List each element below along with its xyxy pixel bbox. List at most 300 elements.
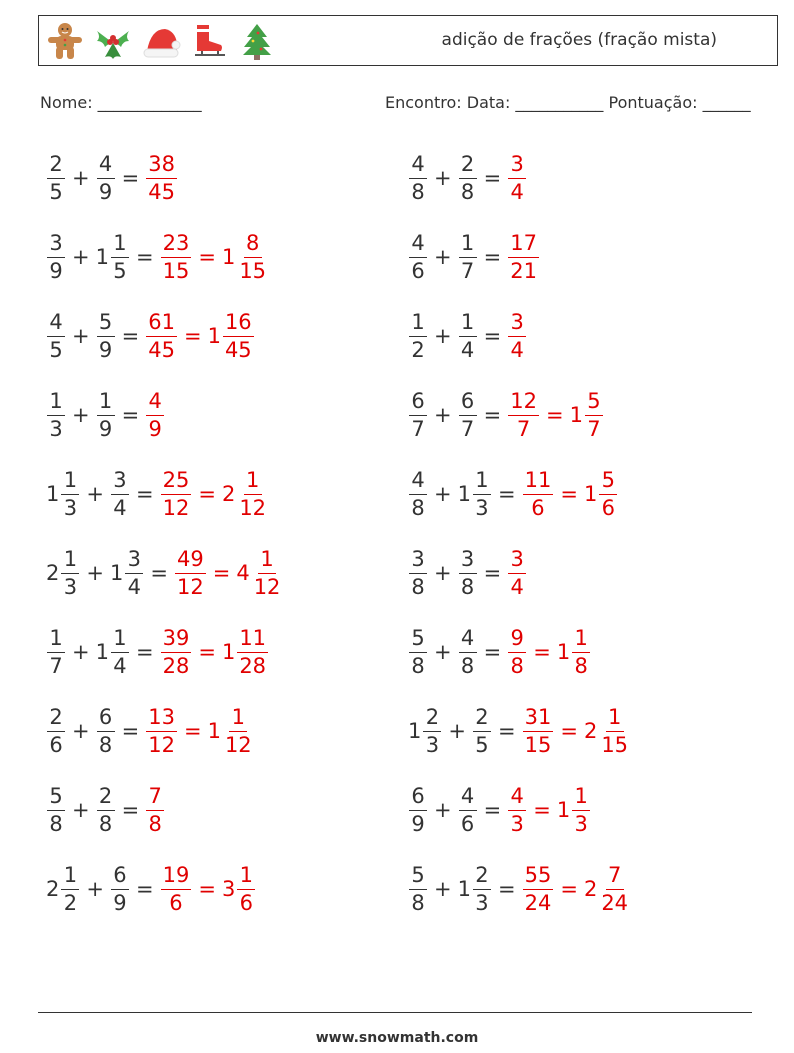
- problem-item: [46, 849, 256, 929]
- answer-improper: [160, 862, 193, 915]
- answer-improper-fraction: [146, 309, 177, 362]
- addend-b: [458, 783, 478, 836]
- answer-mixed-denominator: 12: [224, 732, 252, 757]
- addend-b-denominator: 3: [475, 495, 489, 520]
- problem-item: [46, 533, 283, 613]
- worksheet-header: [38, 15, 778, 66]
- answer-improper-fraction: [161, 230, 192, 283]
- addend-b-numerator: 3: [125, 549, 143, 574]
- answer-improper-denominator: 6: [531, 495, 545, 520]
- addend-b-denominator: 8: [98, 732, 113, 757]
- answer-improper-numerator: 38: [146, 154, 177, 179]
- addend-b-denominator: 5: [113, 258, 127, 283]
- answer-improper-fraction: [523, 862, 554, 915]
- answer-improper-denominator: 9: [148, 416, 162, 441]
- equals-sign: =: [483, 403, 502, 427]
- answer: [145, 704, 254, 757]
- answer-improper-numerator: 3: [508, 154, 526, 179]
- addend-a: [46, 783, 66, 836]
- answer: [522, 862, 631, 915]
- addend-a-denominator: 9: [49, 258, 63, 283]
- answer-improper-fraction: [508, 388, 539, 441]
- addend-a-numerator: 2: [423, 707, 441, 732]
- answer-equals-sign: =: [212, 561, 231, 585]
- addend-a-denominator: 5: [49, 337, 63, 362]
- problem-row: [0, 138, 794, 218]
- addend-a-fraction: [409, 625, 427, 678]
- addend-a-fraction: [409, 309, 427, 362]
- addend-a-denominator: 3: [63, 495, 78, 520]
- answer-improper-fraction: [508, 309, 526, 362]
- addend-b-denominator: 7: [460, 416, 475, 441]
- answer-mixed-numerator: 1: [229, 707, 247, 732]
- answer-improper-fraction: [146, 783, 164, 836]
- plus-sign: +: [72, 166, 90, 190]
- addend-a-fraction: [409, 783, 427, 836]
- addend-b-denominator: 8: [460, 574, 475, 599]
- answer-mixed-denominator: 8: [574, 653, 588, 678]
- plus-sign: +: [434, 324, 452, 348]
- answer-mixed-denominator: 7: [587, 416, 601, 441]
- addend-b-fraction: [111, 467, 129, 520]
- addend-b-fraction: [97, 388, 115, 441]
- addend-b-numerator: 2: [473, 865, 491, 890]
- equals-sign: =: [483, 166, 502, 190]
- plus-sign: +: [434, 166, 452, 190]
- answer-mixed-numerator: 1: [606, 707, 624, 732]
- addend-b-numerator: 1: [459, 233, 477, 258]
- addend-a-fraction: [409, 151, 427, 204]
- answer: [507, 625, 591, 678]
- problem-item: [46, 454, 269, 534]
- addend-b: [458, 151, 478, 204]
- answer-mixed-fraction: [237, 467, 268, 520]
- addend-b: [458, 546, 478, 599]
- addend-b-numerator: 6: [111, 865, 129, 890]
- problem-item: [46, 375, 165, 455]
- addend-a-numerator: 3: [47, 233, 65, 258]
- answer-mixed-whole: 1: [221, 640, 236, 664]
- answer-improper: [507, 625, 527, 678]
- addend-a-numerator: 1: [61, 470, 79, 495]
- answer-improper-fraction: [508, 783, 526, 836]
- equals-sign: =: [483, 324, 502, 348]
- addend-a-denominator: 9: [411, 811, 425, 836]
- answer: [507, 546, 527, 599]
- addend-b: [458, 625, 478, 678]
- problem-row: [0, 533, 794, 613]
- addend-b: [110, 467, 130, 520]
- problem-item: [408, 533, 527, 613]
- plus-sign: +: [434, 561, 452, 585]
- plus-sign: +: [72, 324, 90, 348]
- addend-b-numerator: 6: [97, 707, 115, 732]
- answer-improper-denominator: 4: [510, 179, 524, 204]
- footer-url: www.snowmath.com: [315, 1030, 479, 1046]
- answer-improper: [145, 388, 165, 441]
- answer-improper: [507, 309, 527, 362]
- answer-mixed: [556, 783, 591, 836]
- answer-improper-denominator: 24: [524, 890, 552, 915]
- plus-sign: +: [448, 719, 466, 743]
- addend-a-numerator: 5: [47, 786, 65, 811]
- addend-b: [458, 388, 478, 441]
- answer-mixed: [583, 704, 631, 757]
- addend-a: [408, 625, 428, 678]
- answer-improper-denominator: 8: [148, 811, 162, 836]
- plus-sign: +: [86, 877, 104, 901]
- plus-sign: +: [72, 245, 90, 269]
- problem-row: [0, 770, 794, 850]
- addend-b-denominator: 4: [113, 653, 127, 678]
- addend-a-fraction: [409, 546, 427, 599]
- footer-divider: [38, 1012, 752, 1013]
- equals-sign: =: [135, 482, 154, 506]
- answer-improper-fraction: [175, 546, 206, 599]
- answer-mixed: [569, 388, 604, 441]
- answer-improper-denominator: 3: [510, 811, 524, 836]
- addend-b: [109, 546, 144, 599]
- answer-improper-fraction: [161, 862, 192, 915]
- answer-mixed-whole: 1: [556, 798, 571, 822]
- answer-improper-denominator: 6: [169, 890, 183, 915]
- addend-a-numerator: 5: [409, 628, 427, 653]
- answer-improper-fraction: [508, 151, 526, 204]
- problem-item: [408, 849, 631, 929]
- header-icons: [45, 21, 277, 61]
- answer-improper: [160, 230, 193, 283]
- addend-a: [408, 388, 428, 441]
- problem-item: [408, 454, 618, 534]
- answer-equals-sign: =: [533, 640, 551, 664]
- answer-improper: [507, 230, 540, 283]
- answer-equals-sign: =: [198, 877, 216, 901]
- addend-a-denominator: 2: [63, 890, 78, 915]
- equals-sign: =: [121, 166, 140, 190]
- answer-equals-sign: =: [560, 719, 578, 743]
- equals-sign: =: [135, 640, 154, 664]
- equals-sign: =: [483, 798, 502, 822]
- answer-mixed: [583, 862, 631, 915]
- answer-improper-numerator: 9: [508, 628, 526, 653]
- answer-improper-numerator: 13: [146, 707, 177, 732]
- answer: [145, 783, 165, 836]
- answer-equals-sign: =: [183, 324, 202, 348]
- answer-improper-fraction: [508, 230, 539, 283]
- plus-sign: +: [72, 798, 90, 822]
- addend-b-fraction: [459, 151, 477, 204]
- answer-improper-numerator: 31: [523, 707, 554, 732]
- answer-equals-sign: =: [198, 245, 216, 269]
- answer-mixed-denominator: 12: [253, 574, 281, 599]
- answer-mixed-whole: 2: [221, 482, 236, 506]
- answer-equals-sign: =: [545, 403, 564, 427]
- plus-sign: +: [72, 640, 90, 664]
- addend-b-denominator: 9: [113, 890, 127, 915]
- answer-mixed-numerator: 5: [599, 470, 617, 495]
- addend-b-numerator: 1: [111, 628, 129, 653]
- answer-improper-fraction: [508, 625, 526, 678]
- answer-equals-sign: =: [183, 719, 202, 743]
- plus-sign: +: [434, 877, 452, 901]
- problem-row: [0, 375, 794, 455]
- addend-b-denominator: 9: [98, 416, 113, 441]
- problem-item: [408, 217, 540, 297]
- answer-equals-sign: =: [198, 482, 216, 506]
- answer-mixed: [221, 625, 269, 678]
- addend-b-fraction: [459, 783, 477, 836]
- ice-skate-icon: [189, 21, 229, 61]
- answer-mixed: [556, 625, 591, 678]
- answer-improper-denominator: 4: [510, 337, 524, 362]
- addend-b-fraction: [97, 309, 115, 362]
- answer: [507, 230, 540, 283]
- addend-b: [95, 230, 130, 283]
- addend-a-numerator: 6: [409, 391, 427, 416]
- problem-item: [46, 217, 269, 297]
- answer-improper-numerator: 19: [161, 865, 192, 890]
- plus-sign: +: [434, 640, 452, 664]
- addend-a: [46, 309, 66, 362]
- problem-row: [0, 849, 794, 929]
- date-score-label: Encontro: Data: ___________ Pontuação: ______: [385, 93, 751, 112]
- answer-improper-denominator: 8: [510, 653, 524, 678]
- addend-b-whole: 1: [95, 640, 109, 664]
- addend-a: [46, 388, 66, 441]
- answer: [507, 388, 604, 441]
- answer-improper-numerator: 11: [523, 470, 554, 495]
- addend-b-fraction: [97, 783, 115, 836]
- addend-a-numerator: 1: [47, 391, 65, 416]
- addend-a-denominator: 6: [49, 732, 63, 757]
- addend-b-fraction: [111, 862, 129, 915]
- addend-a-whole: 2: [46, 561, 60, 585]
- addend-a-numerator: 1: [61, 549, 79, 574]
- addend-a-fraction: [61, 467, 79, 520]
- answer-improper-denominator: 15: [162, 258, 190, 283]
- addend-b-fraction: [125, 546, 143, 599]
- answer-mixed-fraction: [252, 546, 283, 599]
- addend-b: [458, 230, 478, 283]
- answer-improper: [507, 783, 527, 836]
- addend-b-denominator: 7: [460, 258, 475, 283]
- answer-equals-sign: =: [560, 877, 578, 901]
- addend-b-whole: 1: [95, 245, 109, 269]
- problem-row: [0, 691, 794, 771]
- addend-b-fraction: [459, 546, 477, 599]
- addend-b-numerator: 4: [97, 154, 115, 179]
- answer-mixed-denominator: 6: [239, 890, 253, 915]
- answer-improper-denominator: 12: [176, 574, 204, 599]
- answer: [507, 783, 591, 836]
- answer-improper-fraction: [523, 467, 554, 520]
- plus-sign: +: [72, 403, 90, 427]
- equals-sign: =: [150, 561, 168, 585]
- addend-b-fraction: [111, 230, 129, 283]
- answer-mixed-whole: 1: [583, 482, 598, 506]
- addend-b-denominator: 8: [460, 179, 475, 204]
- answer-mixed-fraction: [599, 862, 630, 915]
- addend-a: [408, 467, 428, 520]
- equals-sign: =: [121, 798, 140, 822]
- equals-sign: =: [497, 719, 516, 743]
- addend-b-denominator: 9: [98, 337, 113, 362]
- addend-a-fraction: [47, 783, 65, 836]
- answer-mixed-denominator: 6: [601, 495, 615, 520]
- problem-item: [46, 296, 255, 376]
- answer-improper: [522, 862, 555, 915]
- addend-a-denominator: 7: [49, 653, 63, 678]
- answer: [160, 625, 269, 678]
- addend-a-denominator: 3: [49, 416, 63, 441]
- answer-mixed: [221, 230, 269, 283]
- santa-hat-icon: [141, 21, 181, 61]
- addend-b-numerator: 1: [97, 391, 115, 416]
- addend-b-numerator: 6: [459, 391, 477, 416]
- answer-improper: [160, 467, 193, 520]
- answer-mixed-whole: 1: [556, 640, 571, 664]
- problem-item: [408, 770, 591, 850]
- addend-a: [46, 625, 66, 678]
- answer-improper: [507, 388, 540, 441]
- addend-a: [46, 151, 66, 204]
- addend-a-whole: 1: [408, 719, 422, 743]
- answer-mixed-whole: 2: [583, 877, 598, 901]
- answer-mixed-fraction: [572, 783, 590, 836]
- answer-improper-denominator: 7: [516, 416, 531, 441]
- problem-item: [408, 296, 527, 376]
- addend-b-fraction: [97, 704, 115, 757]
- answer-mixed-denominator: 3: [574, 811, 588, 836]
- answer-equals-sign: =: [560, 482, 578, 506]
- addend-a-fraction: [61, 546, 79, 599]
- addend-a-fraction: [409, 467, 427, 520]
- addend-b-fraction: [473, 704, 491, 757]
- answer-mixed: [221, 467, 269, 520]
- answer-mixed-denominator: 12: [239, 495, 267, 520]
- answer-equals-sign: =: [533, 798, 551, 822]
- addend-a-fraction: [409, 230, 427, 283]
- addend-a-fraction: [47, 625, 65, 678]
- answer-improper: [145, 783, 165, 836]
- equals-sign: =: [483, 561, 502, 585]
- answer-improper: [507, 546, 527, 599]
- addend-a-fraction: [409, 862, 427, 915]
- problem-item: [46, 612, 269, 692]
- addend-a-numerator: 4: [409, 233, 427, 258]
- addend-a-fraction: [47, 388, 65, 441]
- addend-b-fraction: [473, 467, 491, 520]
- answer-mixed-numerator: 5: [585, 391, 603, 416]
- answer-improper-numerator: 25: [161, 470, 192, 495]
- answer-improper-fraction: [523, 704, 554, 757]
- problem-item: [408, 691, 631, 771]
- addend-b-denominator: 4: [460, 337, 475, 362]
- answer-improper-denominator: 45: [148, 337, 175, 362]
- answer-improper: [145, 704, 178, 757]
- answer-mixed-fraction: [572, 625, 590, 678]
- answer-mixed-denominator: 45: [224, 337, 252, 362]
- addend-a-fraction: [61, 862, 79, 915]
- answer-mixed-denominator: 24: [601, 890, 629, 915]
- addend-b-denominator: 4: [113, 495, 127, 520]
- addend-b: [457, 862, 492, 915]
- name-field-label: Nome: _____________: [40, 93, 202, 112]
- equals-sign: =: [121, 324, 140, 348]
- answer-improper-numerator: 12: [508, 391, 539, 416]
- addend-b-fraction: [459, 388, 477, 441]
- answer-equals-sign: =: [198, 640, 216, 664]
- problem-row: [0, 217, 794, 297]
- addend-a: [46, 862, 80, 915]
- addend-a-numerator: 6: [409, 786, 427, 811]
- problem-item: [46, 770, 165, 850]
- addend-b-fraction: [459, 625, 477, 678]
- addend-a-denominator: 8: [411, 574, 425, 599]
- addend-a-denominator: 6: [411, 258, 425, 283]
- addend-b-numerator: 1: [111, 233, 129, 258]
- addend-b-denominator: 5: [475, 732, 489, 757]
- problem-item: [408, 138, 527, 218]
- equals-sign: =: [135, 877, 154, 901]
- addend-a-whole: 1: [46, 482, 60, 506]
- problem-item: [46, 138, 178, 218]
- addend-a-denominator: 3: [63, 574, 78, 599]
- addend-a-numerator: 1: [61, 865, 79, 890]
- addend-b-numerator: 3: [111, 470, 129, 495]
- answer: [174, 546, 283, 599]
- addend-a-numerator: 4: [47, 312, 65, 337]
- addend-a-numerator: 2: [47, 707, 65, 732]
- answer-improper-fraction: [146, 151, 177, 204]
- answer-improper-denominator: 45: [148, 179, 175, 204]
- answer: [145, 151, 178, 204]
- equals-sign: =: [483, 640, 502, 664]
- answer-mixed-denominator: 28: [239, 653, 267, 678]
- answer-improper-denominator: 12: [148, 732, 175, 757]
- addend-b: [96, 309, 116, 362]
- addend-a-fraction: [47, 151, 65, 204]
- addend-a: [408, 546, 428, 599]
- addend-b-denominator: 6: [460, 811, 475, 836]
- answer-improper-fraction: [146, 704, 177, 757]
- addend-a-denominator: 8: [411, 653, 425, 678]
- addend-a: [408, 783, 428, 836]
- equals-sign: =: [121, 403, 140, 427]
- answer-improper: [145, 151, 178, 204]
- addend-b-numerator: 1: [473, 470, 491, 495]
- addend-b-numerator: 2: [459, 154, 477, 179]
- plus-sign: +: [434, 403, 452, 427]
- plus-sign: +: [434, 245, 452, 269]
- addend-a-fraction: [47, 230, 65, 283]
- addend-b: [96, 151, 116, 204]
- addend-b: [458, 309, 478, 362]
- answer-mixed-numerator: 11: [237, 628, 268, 653]
- answer-mixed-numerator: 1: [572, 786, 590, 811]
- addend-b-numerator: 3: [459, 549, 477, 574]
- addend-a: [46, 546, 80, 599]
- addend-a-numerator: 2: [47, 154, 65, 179]
- answer-improper: [522, 704, 555, 757]
- addend-a-fraction: [409, 388, 427, 441]
- problem-row: [0, 612, 794, 692]
- answer: [522, 704, 631, 757]
- answer-mixed-denominator: 15: [601, 732, 629, 757]
- answer-improper-denominator: 21: [510, 258, 537, 283]
- answer-improper: [145, 309, 178, 362]
- addend-a-denominator: 2: [411, 337, 425, 362]
